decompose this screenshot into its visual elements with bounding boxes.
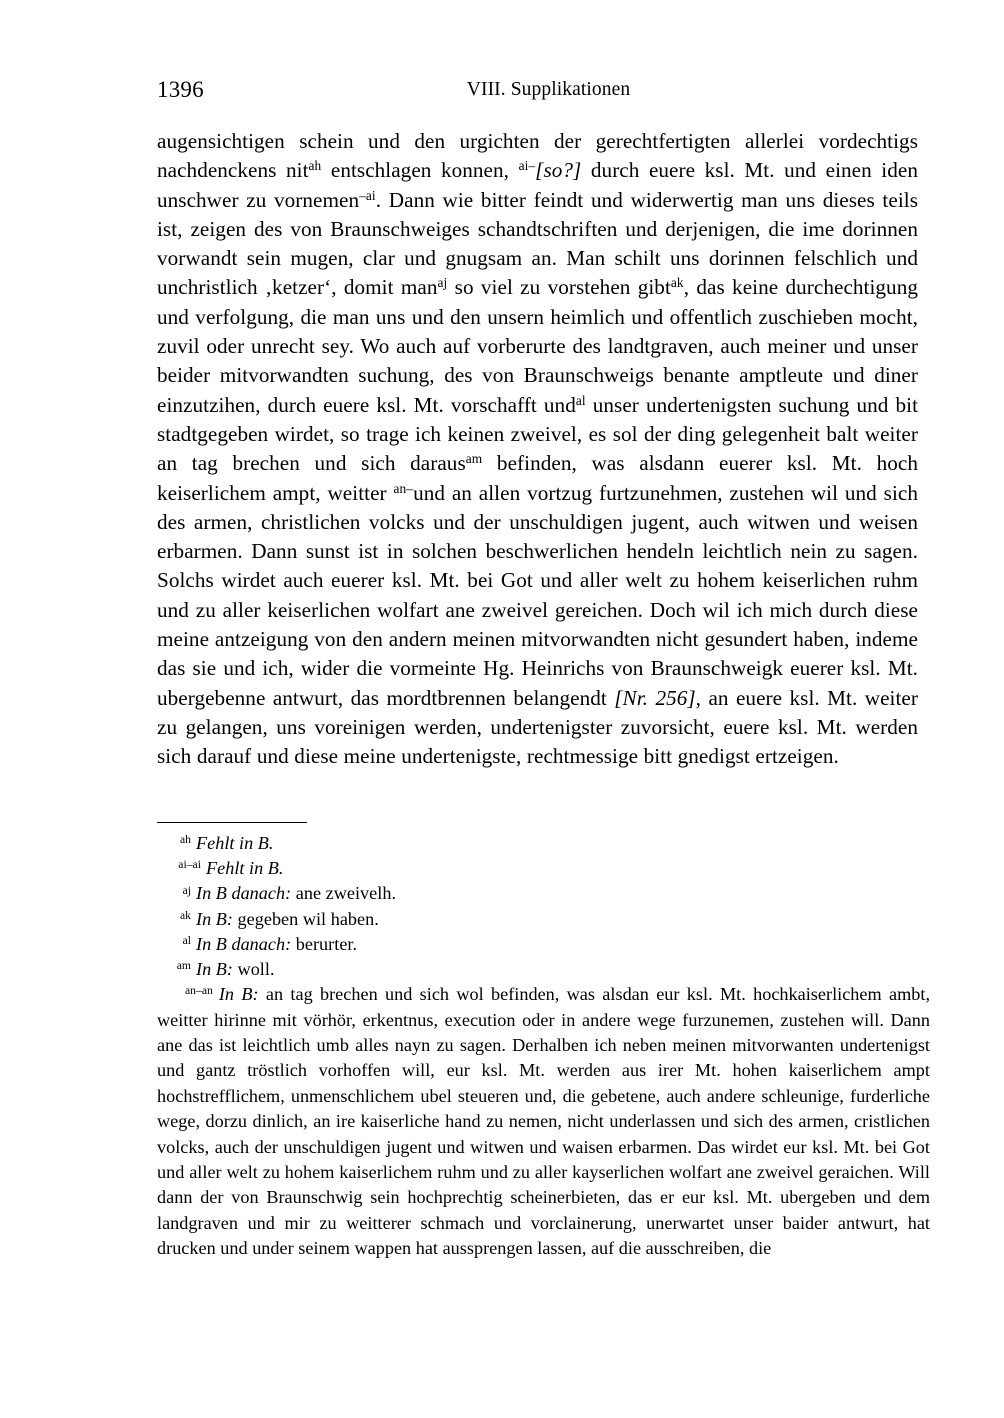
footnote-ref-al[interactable]: al — [575, 392, 586, 408]
footnote-ref-aj[interactable]: aj — [437, 275, 448, 291]
body-segment: augensichtigen schein und den urgichten der gerechtfertigten allerlei vordechtigs nachdenckens nit — [157, 129, 918, 183]
footnote-ref-ai-close[interactable]: –ai — [359, 187, 376, 203]
footnote-roman: gegeben wil haben. — [232, 908, 379, 929]
footnote-italic: Fehlt in B. — [196, 833, 274, 853]
footnote-item: am In B: woll. — [176, 959, 275, 980]
body-segment: , das keine durchechtigung und verfolgung, die man uns und den unsern heimlich und offentlich zuschieben mocht, zuvil oder unrecht sey. Wo auch auf vorberurte des landtgraven, auch meiner und unser beider mitvorwandten suchung, des von Braunschweigs benante amptleute und diner einzutzihen, durch euere ksl. Mt. vorschafft und — [157, 275, 918, 417]
footnote-item: al In B danach: berurter. — [182, 933, 358, 954]
footnote-ref-am[interactable]: am — [465, 451, 483, 467]
editorial-note-so: [so?] — [535, 158, 582, 183]
running-title: VIII. Supplikationen — [466, 79, 631, 100]
footnote-item: ah Fehlt in B. — [179, 833, 274, 853]
footnote-roman: an tag brechen und sich wol befinden, was alsdan eur ksl. Mt. hochkaiserlichem ambt, weitter hirinne mit vörhör, erkentnus, execution oder in andere wege furzunemen, zustehen will. Dann ane das ist leichtlich umb alles nayn zu sagen. Derhalben ich neben meinen mitvorwanten undertenigst und gantz tröstlich vorhoffen will, eur ksl. Mt. werden aus irer Mt. hohen kaiserlichem ampt hochstrefflichem, unmenschlichem ubel steueren und, die gebetene, auch andere schleunige, furderliche wege, dorzu dinlich, an ire kaiserliche hand zu nemen, nicht underlassen und sich des armen, cristlichen volcks, auch der unschuldigen jugent und witwen und waisen erbarmen. Das wirdet eur ksl. Mt. bei Got und aller welt zu hohem kaiserlichem ruhm und zu aller kayserlichen wolfart ane zweivel geraichen. Will dann der von Braunschwig sein hochprechtig scheinerbieten, das er eur ksl. Mt. ubergeben und dem landgraven und mir zu weitterer schmach und vorclainerung, unerwartet unser baider antwurt, hat drucken und under seinem wappen hat aussprengen lassen, auf die ausschreiben, die — [157, 984, 931, 1259]
footnote-italic: In B: — [218, 984, 259, 1005]
cross-reference-nr256: [Nr. 256] — [614, 685, 696, 710]
footnote-italic: In B: — [196, 959, 233, 980]
body-text — [157, 127, 918, 772]
main-paragraph — [157, 127, 918, 772]
footnote-item: ak In B: gegeben wil haben. — [179, 908, 379, 929]
footnote-marker: an–an — [185, 984, 213, 998]
page-number: 1396 — [157, 77, 204, 102]
body-segment: , an euere ksl. Mt. weiter zu gelangen, uns voreinigen werden, undertenigster zuvorsicht, euere ksl. Mt. werden sich darauf und diese meine undertenigste, rechtmessige bitt gnedigst ertzeigen. — [157, 685, 918, 769]
footnote-roman: woll. — [232, 959, 275, 980]
body-segment: unser undertenigsten suchung und bit stadtgegeben wirdet, so trage ich keinen zweivel, es sol der ding gelegenheit balt weiter an tag brechen und sich daraus — [157, 392, 919, 476]
footnote-italic: In B: — [196, 908, 233, 929]
body-segment: befinden, was alsdann euerer ksl. Mt. hoch keiserlichem ampt, weitter — [157, 451, 919, 505]
running-head — [157, 76, 918, 104]
footnote-italic: In B danach: — [196, 933, 292, 954]
footnote-separator-rule — [157, 822, 307, 823]
footnote-item-long — [157, 982, 930, 1261]
body-segment: so viel zu vorstehen gibt — [447, 275, 671, 300]
footnote-item: ai–ai Fehlt in B. — [178, 858, 284, 879]
body-segment: . Dann wie bitter feindt und widerwertig man uns dieses teils ist, zeigen des von Braunschweiges schandtschriften und derjenigen, die ime dorinnen vorwandt sein mugen, clar und gnugsam an. Man schilt uns dorinnen felschlich und unchristlich ‚ketzer‘, domit man — [157, 187, 918, 300]
footnote-item: aj In B danach: ane zweivelh. — [182, 883, 397, 904]
footnote-ref-ak[interactable]: ak — [670, 275, 684, 291]
body-segment: und an allen vortzug furtzunehmen, zustehen wil und sich des armen, christlichen volcks und der unschuldigen jugent, auch witwen und weisen erbarmen. Dann sunst ist in solchen beschwerlichen hendeln leichtlich nein zu sagen. Solchs wirdet auch euerer ksl. Mt. bei Got und aller welt zu hohem keiserlichen ruhm und zu aller keiserlichen wolfart ane zweivel gereichen. Doch wil ich mich durch diese meine antzeigung von den andern meinen mitvorwandten nicht gesundert haben, indeme das sie und ich, wider die vormeinte Hg. Heinrichs von Braunschweigk euerer ksl. Mt. ubergebenne antwurt, das mordtbrennen belangendt — [157, 480, 918, 710]
footnote-ref-ah[interactable]: ah — [308, 158, 322, 174]
body-segment: durch euere ksl. Mt. und einen iden unschwer zu vornemen — [157, 158, 918, 212]
footnote-roman: ane zweivelh. — [291, 883, 397, 904]
footnote-apparatus — [157, 831, 930, 1262]
footnote-ref-ai-open[interactable]: ai– — [518, 158, 536, 174]
body-segment: entschlagen konnen, — [321, 158, 519, 183]
footnote-ref-an-open[interactable]: an– — [393, 480, 414, 496]
footnote-roman: berurter. — [291, 933, 358, 954]
footnote-italic: Fehlt in B. — [206, 858, 284, 879]
footnote-italic: In B danach: — [196, 883, 292, 904]
